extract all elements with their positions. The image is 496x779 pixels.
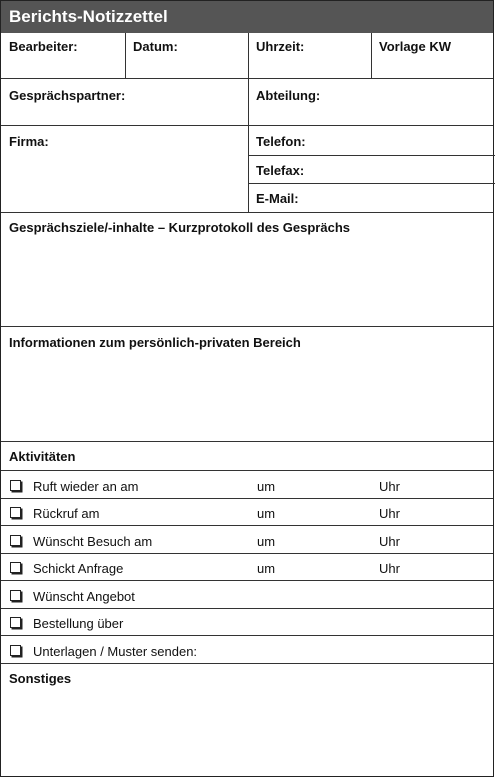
uhr-label: Uhr (379, 534, 400, 549)
checkbox-icon[interactable] (10, 480, 21, 491)
activity-row[interactable] (1, 638, 493, 665)
activity-row[interactable] (1, 500, 493, 527)
vorlage-kw-field[interactable]: Vorlage KW (379, 39, 451, 54)
divider (1, 663, 493, 664)
bearbeiter-field[interactable]: Bearbeiter: (9, 39, 78, 54)
checkbox-icon[interactable] (10, 507, 21, 518)
divider (248, 183, 495, 184)
divider (1, 498, 493, 499)
um-label: um (257, 561, 276, 576)
divider (1, 125, 493, 126)
activity-row[interactable] (1, 555, 493, 582)
divider (1, 608, 493, 609)
uhrzeit-field[interactable]: Uhrzeit: (256, 39, 305, 54)
divider (1, 635, 493, 636)
checkbox-icon[interactable] (10, 645, 21, 656)
form-title: Berichts-Notizzettel (1, 1, 493, 33)
activity-row[interactable] (1, 528, 493, 555)
divider (1, 441, 493, 442)
checkbox-icon[interactable] (10, 562, 21, 573)
telefon-field[interactable]: Telefon: (256, 134, 306, 149)
activity-label: Wünscht Angebot (33, 589, 135, 604)
datum-field[interactable]: Datum: (133, 39, 178, 54)
checkbox-icon[interactable] (10, 590, 21, 601)
divider (1, 580, 493, 581)
um-label: um (257, 534, 276, 549)
um-label: um (257, 506, 276, 521)
gespraechspartner-field[interactable]: Gesprächspartner: (9, 88, 126, 103)
divider (248, 33, 249, 213)
uhr-label: Uhr (379, 561, 400, 576)
activity-row[interactable] (1, 610, 493, 637)
divider (1, 525, 493, 526)
email-field[interactable]: E-Mail: (256, 191, 299, 206)
divider (125, 33, 126, 78)
um-label: um (257, 479, 276, 494)
firma-field[interactable]: Firma: (9, 134, 49, 149)
activity-label: Rückruf am (33, 506, 100, 521)
telefax-field[interactable]: Telefax: (256, 163, 305, 178)
uhr-label: Uhr (379, 506, 400, 521)
divider (1, 470, 493, 471)
informationen-heading: Informationen zum persönlich-privaten Bereich (9, 335, 301, 350)
activity-row[interactable] (1, 473, 493, 500)
gespraechsziele-heading: Gesprächsziele/-inhalte – Kurzprotokoll des Gesprächs (9, 220, 350, 235)
activity-row[interactable] (1, 583, 493, 610)
checkbox-icon[interactable] (10, 617, 21, 628)
divider (248, 155, 495, 156)
uhr-label: Uhr (379, 479, 400, 494)
activity-label: Wünscht Besuch am (33, 534, 153, 549)
activity-label: Bestellung über (33, 616, 124, 631)
sonstiges-heading: Sonstiges (9, 671, 72, 686)
divider (1, 553, 493, 554)
divider (371, 33, 372, 78)
divider (1, 78, 493, 79)
checkbox-icon[interactable] (10, 535, 21, 546)
activity-label: Ruft wieder an am (33, 479, 139, 494)
abteilung-field[interactable]: Abteilung: (256, 88, 321, 103)
aktivitaeten-heading: Aktivitäten (9, 449, 76, 464)
divider (1, 326, 493, 327)
activity-label: Unterlagen / Muster senden: (33, 644, 198, 659)
divider (1, 212, 493, 213)
activity-label: Schickt Anfrage (33, 561, 124, 576)
